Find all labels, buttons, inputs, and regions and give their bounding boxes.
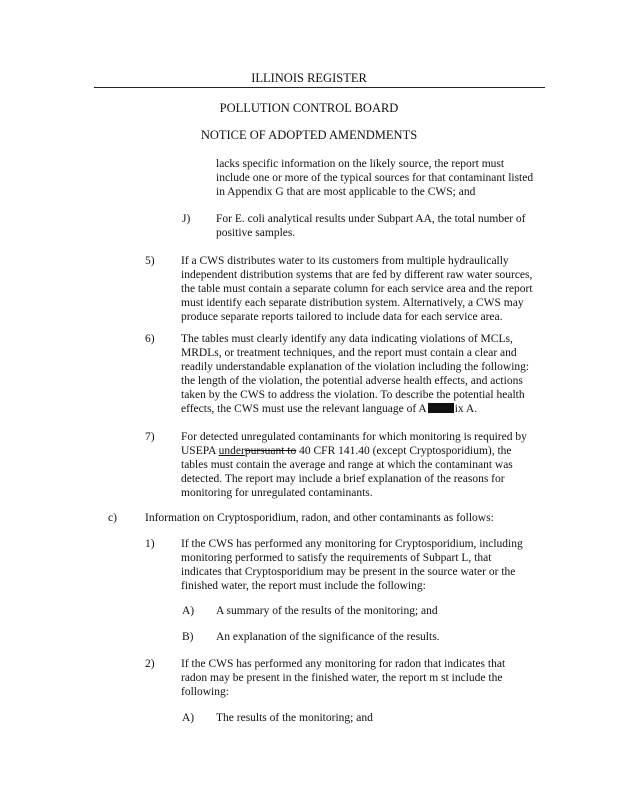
- text-line: detected. The report may include a brief explanation of the reasons for: [181, 473, 505, 485]
- text-line: lacks specific information on the likely source, the report must: [216, 158, 505, 170]
- text-line: must identify each separate distribution system. Alternatively, a CWS may: [181, 297, 524, 309]
- item-c1-text: [181, 537, 523, 593]
- text-line: taken by the CWS to address the violation. To describe the potential health: [181, 389, 525, 401]
- item-label-c1B: B): [182, 631, 194, 643]
- text-line: monitoring for unregulated contaminants.: [181, 487, 373, 499]
- register-title: ILLINOIS REGISTER: [251, 71, 367, 85]
- text-fragment: effects, the CWS must use the relevant language of A: [181, 403, 427, 415]
- item-label-c1A: A): [182, 605, 195, 617]
- text-fragment: 40 CFR 141.40 (except Cryptosporidium), the: [296, 445, 512, 457]
- inserted-text: under: [218, 445, 245, 457]
- section-label-c: c): [108, 512, 117, 524]
- item-6-text: [181, 332, 529, 416]
- text-line: tables must contain the average and range at which the contaminant was: [181, 459, 513, 471]
- text-line: the length of the violation, the potential adverse health effects, and actions: [181, 375, 523, 387]
- section-c-text: Information on Cryptosporidium, radon, and other contaminants as follows:: [145, 512, 494, 524]
- item-label-c2: 2): [145, 658, 155, 670]
- text-line: The tables must clearly identify any data indicating violations of MCLs,: [181, 333, 513, 345]
- text-line: MRDLs, or treatment techniques, and the report must contain a clear and: [181, 347, 517, 359]
- text-line: [181, 402, 529, 416]
- text-line: positive samples.: [216, 227, 296, 239]
- item-J-text: [216, 212, 525, 240]
- text-line: If the CWS has performed any monitoring for Cryptosporidium, including: [181, 538, 523, 550]
- text-line: monitoring performed to satisfy the requirements of Subpart L, that: [181, 552, 492, 564]
- board-title: POLLUTION CONTROL BOARD: [219, 101, 399, 115]
- text-line: readily understandable explanation of the violation including the following:: [181, 361, 530, 373]
- item-label-5: 5): [145, 255, 155, 267]
- continuation-paragraph: [216, 157, 533, 199]
- text-line: in Appendix G that are most applicable to the CWS; and: [216, 186, 476, 198]
- text-line: For E. coli analytical results under Subpart AA, the total number of: [216, 213, 526, 225]
- item-label-7: 7): [145, 431, 155, 443]
- header-rule: [94, 87, 545, 88]
- text-fragment: ix A.: [454, 403, 478, 415]
- item-c1A-text: A summary of the results of the monitoring; and: [216, 605, 438, 617]
- text-line: independent distribution systems that are fed by different raw water sources,: [181, 269, 533, 281]
- deleted-text: pursuant to: [244, 445, 297, 457]
- text-line: include one or more of the typical sources for that contaminant listed: [216, 172, 534, 184]
- item-label-6: 6): [145, 333, 155, 345]
- text-line: finished water, the report must include the following:: [181, 580, 426, 592]
- text-line: If the CWS has performed any monitoring for radon that indicates that: [181, 658, 506, 670]
- item-5-text: [181, 254, 533, 324]
- text-line: following:: [181, 686, 229, 698]
- text-line: For detected unregulated contaminants for which monitoring is required by: [181, 431, 527, 443]
- redaction-mark: [428, 403, 454, 413]
- item-7-text: [181, 430, 527, 500]
- item-c2A-text: The results of the monitoring; and: [216, 712, 373, 724]
- notice-title: NOTICE OF ADOPTED AMENDMENTS: [200, 128, 418, 142]
- text-line: radon may be present in the finished water, the report m st include the: [181, 672, 503, 684]
- item-c1B-text: An explanation of the significance of the results.: [216, 631, 440, 643]
- text-fragment: USEPA: [181, 445, 219, 457]
- item-label-c1: 1): [145, 538, 155, 550]
- text-line: the table must contain a separate column for each service area and the report: [181, 283, 533, 295]
- item-c2-text: [181, 657, 505, 699]
- text-line: [181, 444, 527, 458]
- text-line: indicates that Cryptosporidium may be present in the source water or the: [181, 566, 516, 578]
- item-label-c2A: A): [182, 712, 195, 724]
- text-line: produce separate reports tailored to include data for each service area.: [181, 311, 503, 323]
- text-line: If a CWS distributes water to its customers from multiple hydraulically: [181, 255, 509, 267]
- item-label-J: J): [182, 213, 191, 225]
